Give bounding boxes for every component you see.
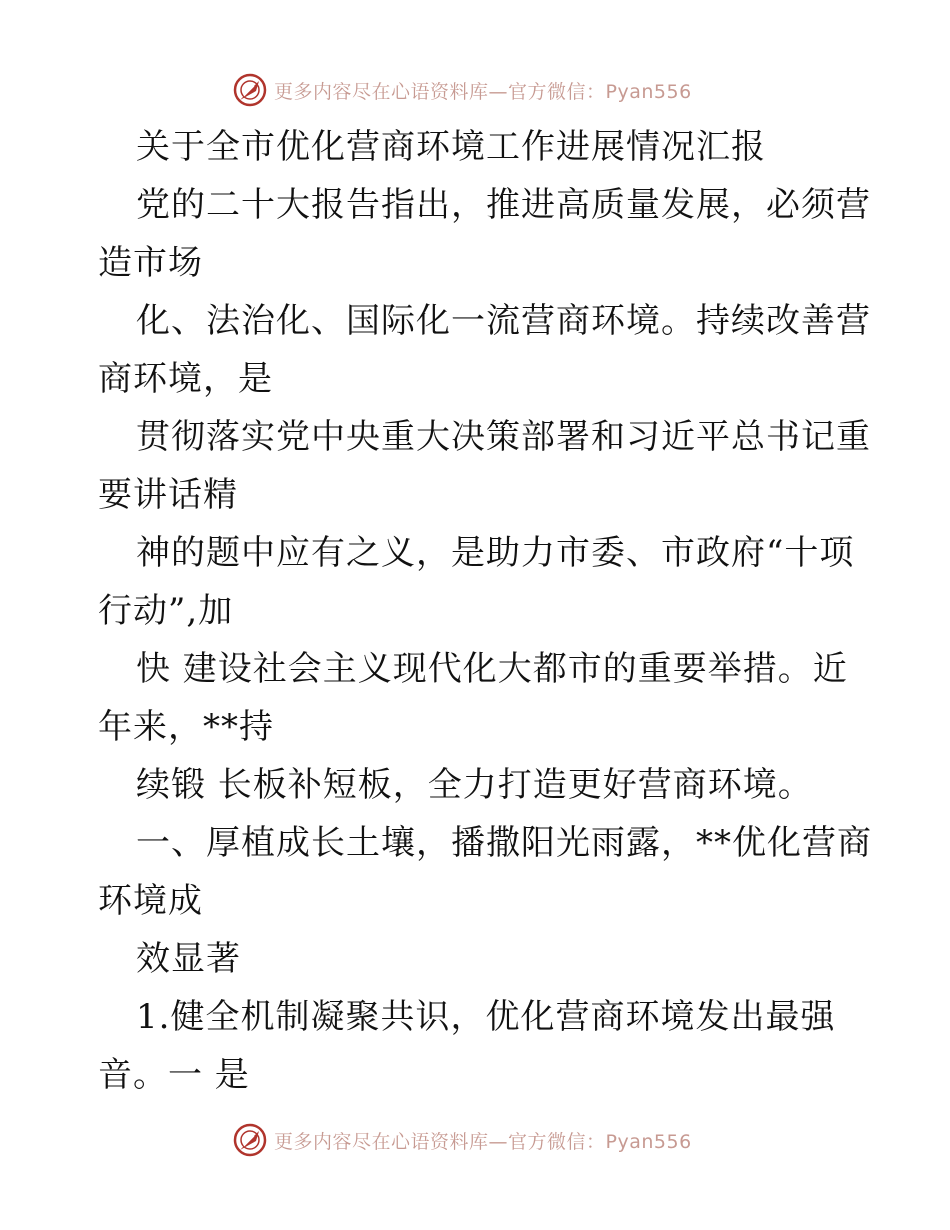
header-watermark [232,70,692,110]
text-line: 关于全市优化营商环境工作进展情况汇报 [136,127,766,167]
text-line: 续锻 长板补短板，全力打造更好营商环境。 [136,765,813,805]
watermark-text: 更多内容尽在心语资料库—官方微信：Pyan556 [274,80,692,103]
text-line: 贯彻落实党中央重大决策部署和习近平总书记重 [136,417,871,457]
text-line: 要讲话精 [98,475,238,515]
watermark-text: 更多内容尽在心语资料库—官方微信：Pyan556 [274,1130,692,1153]
footer-watermark [232,1120,692,1160]
text-line: 神的题中应有之义，是助力市委、市政府“十项 [136,533,855,573]
text-line: 商环境，是 [98,359,273,399]
text-line: 一、厚植成长土壤，播撒阳光雨露，**优化营商 [136,823,872,863]
text-line: 化、法治化、国际化一流营商环境。持续改善营 [136,301,871,341]
text-line: 1.健全机制凝聚共识，优化营商环境发出最强 [136,997,836,1037]
text-line: 行动”,加 [98,591,234,631]
text-line: 党的二十大报告指出，推进高质量发展，必须营 [136,185,871,225]
quill-logo-icon [232,1122,268,1158]
text-line: 效显著 [136,939,241,979]
text-line: 环境成 [98,881,203,921]
quill-logo-icon [232,72,268,108]
text-line: 年来，**持 [98,707,274,747]
text-line: 音。一 是 [98,1055,250,1095]
text-line: 造市场 [98,243,203,283]
document-body [98,118,872,1104]
text-line: 快 建设社会主义现代化大都市的重要举措。近 [136,649,848,689]
